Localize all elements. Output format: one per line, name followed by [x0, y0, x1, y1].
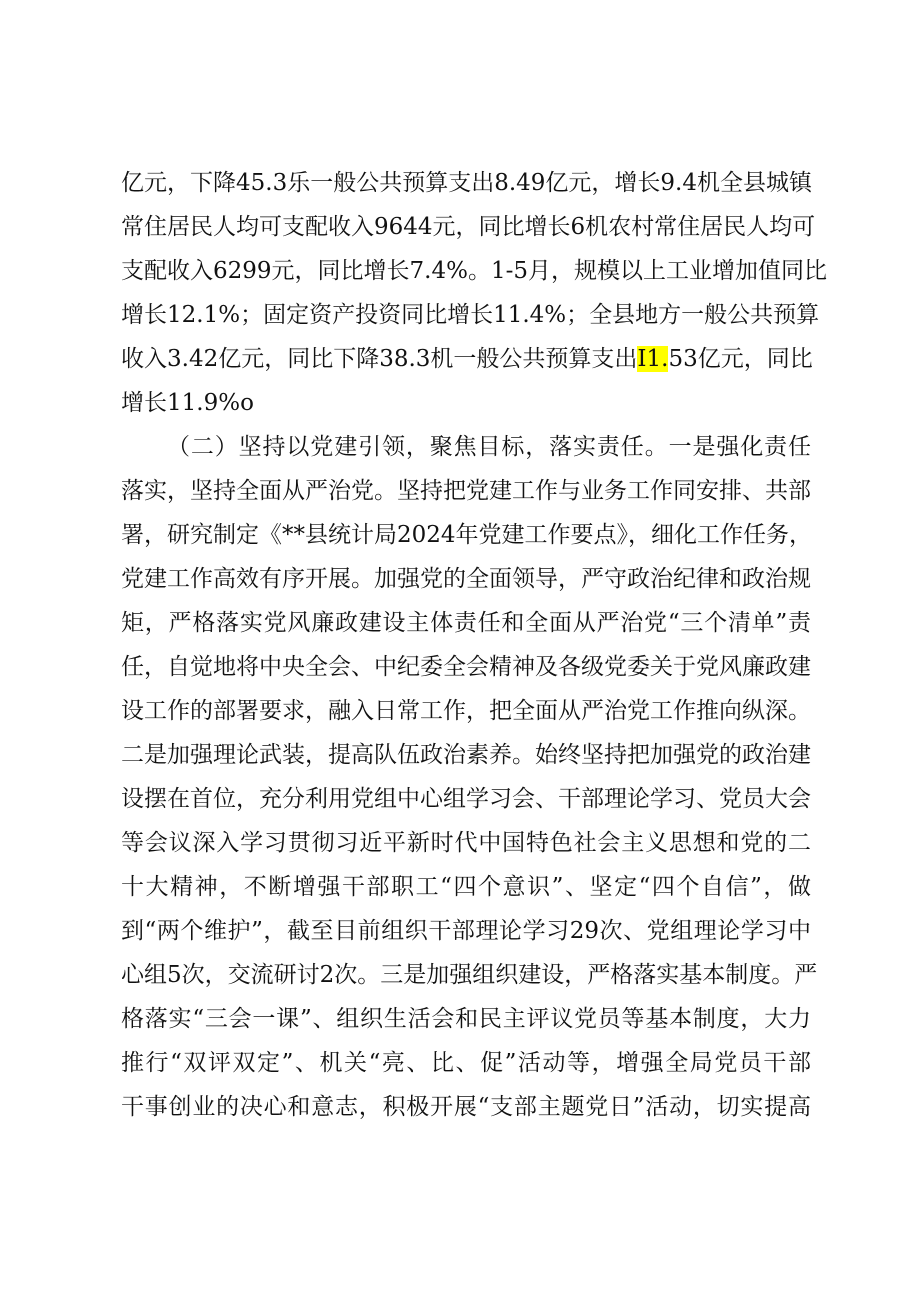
highlighted-text: I1. — [637, 346, 669, 372]
text-line: 格落实“三会一课”、组织生活会和民主评议党员等基本制度，大力 — [121, 1006, 811, 1032]
text-line: 亿元，下降45.3乐一般公共预算支出8.49亿元，增长9.4机全县城镇 — [121, 170, 812, 196]
text-line: 落实，坚持全面从严治党。坚持把党建工作与业务工作同安排、共部 — [121, 478, 811, 504]
text-line: 心组5次，交流研讨2次。三是加强组织建设，严格落实基本制度。严 — [121, 962, 818, 988]
text-line: 等会议深入学习贯彻习近平新时代中国特色社会主义思想和党的二 — [121, 830, 811, 856]
text-line: 署，研究制定《**县统计局2024年党建工作要点》，细化工作任务， — [121, 522, 813, 548]
text-line: 二是加强理论武装，提高队伍政治素养。始终坚持把加强党的政治建 — [121, 742, 811, 768]
text-line: 矩，严格落实党风廉政建设主体责任和全面从严治党“三个清单”责 — [121, 610, 811, 636]
text-line: 到“两个维护”，截至目前组织干部理论学习29次、党组理论学习中 — [121, 918, 811, 944]
text-line: 支配收入6299元，同比增长7.4%。1-5月，规模以上工业增加值同比 — [121, 258, 828, 284]
text-line: 干事创业的决心和意志，积极开展“支部主题党日”活动，切实提高 — [121, 1094, 811, 1120]
text-line: 设摆在首位，充分利用党组中心组学习会、干部理论学习、党员大会 — [121, 786, 811, 812]
text-line: 增长11.9%o — [121, 390, 254, 416]
text-line: 任，自觉地将中央全会、中纪委全会精神及各级党委关于党风廉政建 — [121, 654, 811, 680]
text-line: 增长12.1%；固定资产投资同比增长11.4%；全县地方一般公共预算 — [121, 302, 820, 328]
text-line: 推行“双评双定”、机关“亮、比、促”活动等，增强全局党员干部 — [121, 1050, 811, 1076]
text-line: 党建工作高效有序开展。加强党的全面领导，严守政治纪律和政治规 — [121, 566, 811, 592]
text-line: 设工作的部署要求，融入日常工作，把全面从严治党工作推向纵深。 — [121, 698, 811, 724]
paragraph-heading-line: （二）坚持以党建引领，聚焦目标，落实责任。一是强化责任 — [167, 434, 811, 460]
text-segment: 53亿元，同比 — [668, 346, 813, 372]
text-segment: 收入3.42亿元，同比下降38.3机一般公共预算支出 — [121, 346, 638, 372]
text-line: 十大精神，不断增强干部职工“四个意识”、坚定“四个自信”，做 — [121, 874, 811, 900]
text-line: 常住居民人均可支配收入9644元，同比增长6机农村常住居民人均可 — [121, 214, 816, 240]
text-line — [121, 339, 811, 379]
